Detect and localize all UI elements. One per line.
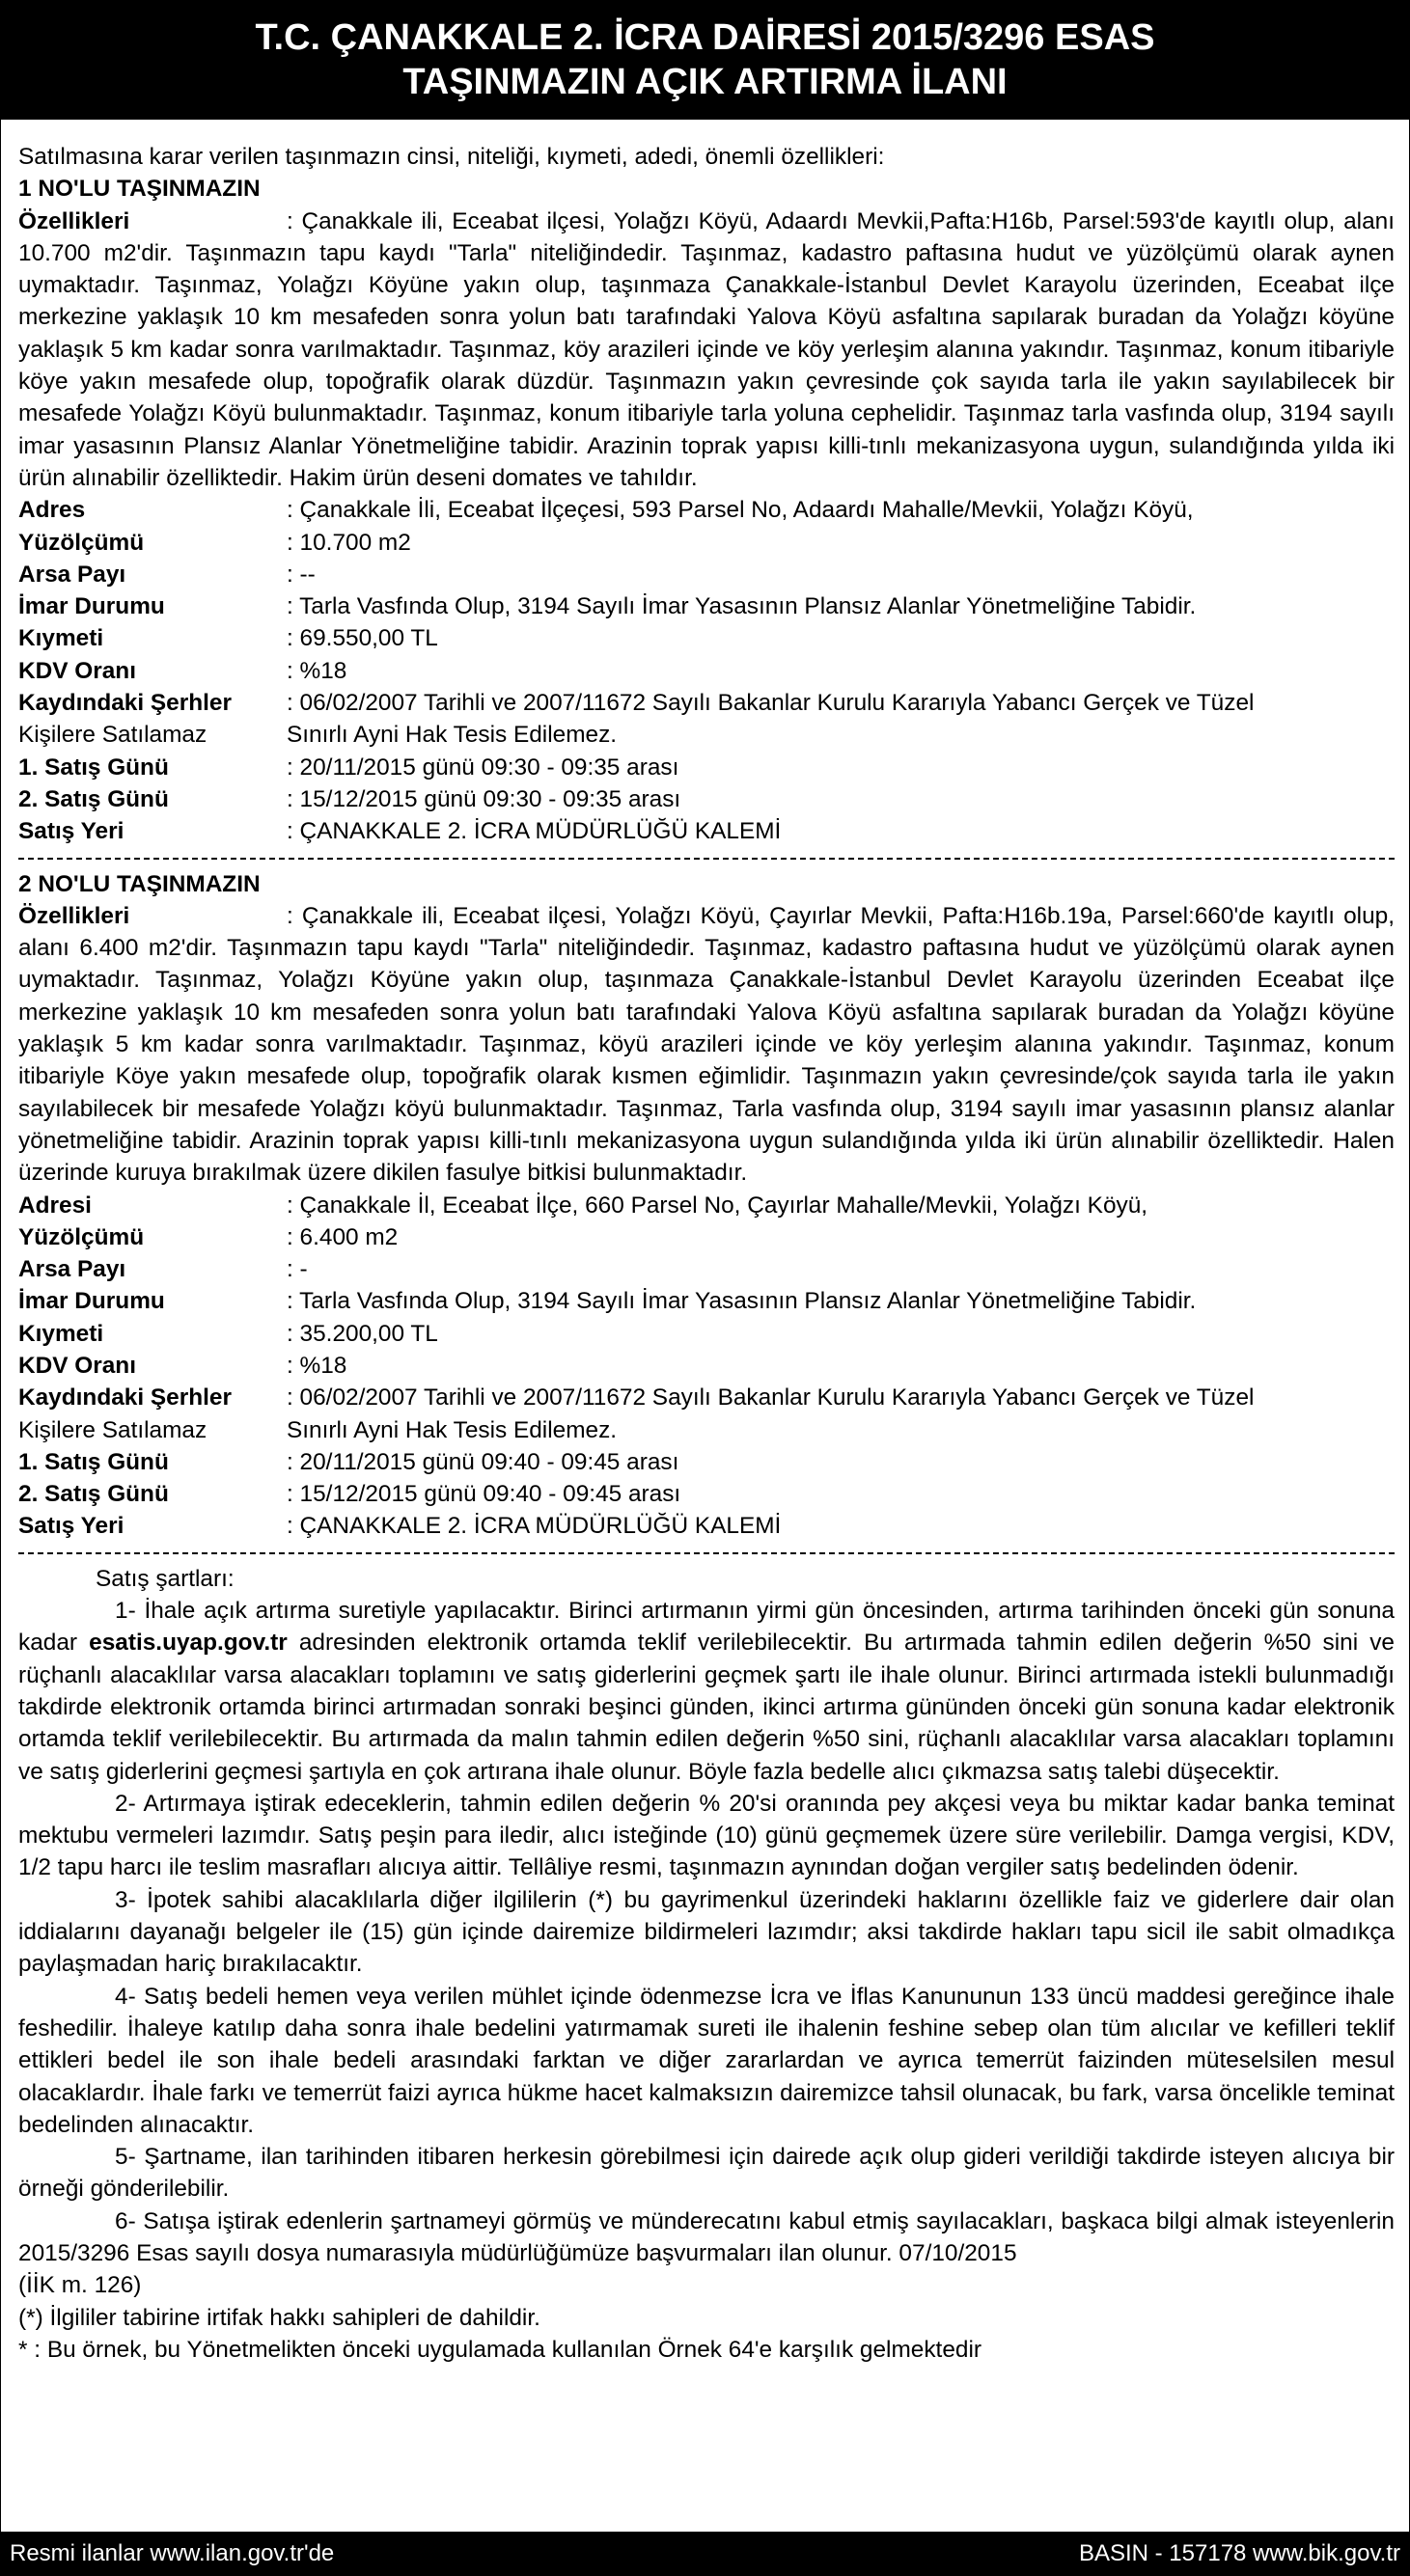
field-label: Yüzölçümü: [18, 529, 145, 556]
property2-heading: 2 NO'LU TAŞINMAZIN: [18, 870, 261, 897]
field-label: Satış Yeri: [18, 1513, 124, 1540]
dashed-separator: [18, 1552, 1395, 1554]
property2-field-sale-place: [18, 1510, 1395, 1542]
property1-field-zoning: [18, 590, 1395, 622]
field-label: İmar Durumu: [18, 1288, 165, 1315]
condition-1: [18, 1595, 1395, 1788]
condition-1-text: 1- İhale açık artırma suretiyle yapılacaktır. Birinci artırmanın yirmi gün öncesinden, artırma tarihinden önceki gün sonuna kadar: [18, 1598, 1395, 1657]
property2-field-share: [18, 1253, 1395, 1285]
field-value: : ÇANAKKALE 2. İCRA MÜDÜRLÜĞÜ KALEMİ: [287, 818, 782, 845]
property2-field-sale-day1: [18, 1446, 1395, 1478]
field-value: : 69.550,00 TL: [287, 625, 438, 652]
field-value: Sınırlı Ayni Hak Tesis Edilemez.: [287, 722, 618, 749]
property1-heading: 1 NO'LU TAŞINMAZIN: [18, 176, 261, 203]
property1-features-label: Özellikleri: [18, 207, 130, 234]
field-label: Adres: [18, 497, 86, 524]
property2-field-value: [18, 1318, 1395, 1350]
property2-field-sale-day2: [18, 1478, 1395, 1510]
field-value: : %18: [287, 1352, 347, 1379]
property2-field-area: [18, 1221, 1395, 1253]
field-value: : 35.200,00 TL: [287, 1320, 438, 1347]
intro-text: Satılmasına karar verilen taşınmazın cinsi, niteliği, kıymeti, adedi, önemli özellikleri:: [18, 144, 885, 170]
property1-field-sale-place: [18, 815, 1395, 847]
field-value: : Tarla Vasfında Olup, 3194 Sayılı İmar Yasasının Plansız Alanlar Yönetmeliğine Tabidir.: [287, 1288, 1197, 1315]
condition-5: 5- Şartname, ilan tarihinden itibaren herkesin görebilmesi için dairede açık olup gideri verildiği takdirde isteyen alıcıya bir örneği gönderilebilir.: [18, 2144, 1395, 2203]
condition-3: 3- İpotek sahibi alacaklılarla diğer ilgililerin (*) bu gayrimenkul üzerindeki haklarını özellikle faiz ve giderlere dair olan iddialarını dayanağı belgeler ile (15) gün içinde dairemize bildirmeleri lazımdır; aksi takdirde hakları tapu sicil ile sabit olmadıkça paylaşmadan hariç bırakılacaktır.: [18, 1886, 1395, 1978]
field-label: 1. Satış Günü: [18, 1448, 169, 1475]
field-label: Yüzölçümü: [18, 1223, 145, 1250]
field-label: Kaydındaki Şerhler: [18, 1384, 232, 1411]
field-value: : ÇANAKKALE 2. İCRA MÜDÜRLÜĞÜ KALEMİ: [287, 1513, 782, 1540]
field-value: : -: [287, 1256, 308, 1283]
field-label: KDV Oranı: [18, 1352, 136, 1379]
footnote-1: (*) İlgililer tabirine irtifak hakkı sahipleri de dahildir.: [18, 2304, 540, 2331]
field-label: KDV Oranı: [18, 657, 136, 684]
property1-field-annotations: [18, 687, 1395, 719]
law-reference: (İİK m. 126): [18, 2272, 142, 2299]
field-value: : 20/11/2015 günü 09:30 - 09:35 arası: [287, 754, 679, 781]
condition-4: 4- Satış bedeli hemen veya verilen mühlet içinde ödenmezse İcra ve İflas Kanununun 133 üncü maddesi gereğince ihale feshedilir. İhaleye katılıp daha sonra ihale bedelini yatırmamak sureti ile ihalenin feshine sebep olan tüm alıcılar ve kefilleri teklif ettikleri bedel ile son ihale bedeli arasındaki farktan ve diğer zararlardan ve ayrıca temerrüt faizinden müteselsilen mesul olacaklardır. İhale farkı ve temerrüt faizi ayrıca hükme hacet kalmaksızın dairemizce tahsil olunacak, bu fark, varsa öncelikle teminat bedelinden alınacaktır.: [18, 1983, 1395, 2138]
field-label: 1. Satış Günü: [18, 754, 169, 781]
field-value: : 10.700 m2: [287, 529, 411, 556]
property1-field-area: [18, 527, 1395, 559]
condition-2: 2- Artırmaya iştirak edeceklerin, tahmin edilen değerin % 20'si oranında pey akçesi veya bu miktar kadar banka teminat mektubu vermeleri lazımdır. Satış peşin para iledir, alıcı isteğinde (10) günü geçmemek üzere süre verilebilir. Damga vergisi, KDV, 1/2 tapu harcı ile teslim masrafları alıcıya aittir. Tellâliye resmi, taşınmazın aynından doğan vergiler satış bedelinden ödenir.: [18, 1790, 1395, 1881]
property1-field-address: [18, 494, 1395, 526]
esatis-link[interactable]: esatis.uyap.gov.tr: [89, 1630, 288, 1657]
notice-footer: [0, 2532, 1410, 2576]
field-label: Kaydındaki Şerhler: [18, 690, 232, 717]
property2-field-vat: [18, 1350, 1395, 1382]
footnote-2: * : Bu örnek, bu Yönetmelikten önceki uygulamada kullanılan Örnek 64'e karşılık gelmektedir: [18, 2336, 981, 2363]
field-value: : %18: [287, 657, 347, 684]
field-label: Kişilere Satılamaz: [18, 722, 207, 749]
notice-title-line1: T.C. ÇANAKKALE 2. İCRA DAİRESİ 2015/3296 ESAS: [255, 17, 1155, 58]
field-label: Adresi: [18, 1192, 92, 1219]
field-value: : Çanakkale İl, Eceabat İlçe, 660 Parsel No, Çayırlar Mahalle/Mevkii, Yolağzı Köyü,: [287, 1192, 1148, 1219]
field-value: : 06/02/2007 Tarihli ve 2007/11672 Sayılı Bakanlar Kurulu Kararıyla Yabancı Gerçek ve Tüzel: [287, 1384, 1255, 1411]
field-value: : 20/11/2015 günü 09:40 - 09:45 arası: [287, 1448, 679, 1475]
field-label: Kişilere Satılamaz: [18, 1416, 207, 1443]
footer-right-link[interactable]: BASIN - 157178 www.bik.gov.tr: [1078, 2540, 1400, 2566]
property2-features: [18, 900, 1395, 1190]
field-label: Kıymeti: [18, 1320, 104, 1347]
footer-left-link[interactable]: Resmi ilanlar www.ilan.gov.tr'de: [10, 2540, 335, 2566]
notice-body: [18, 141, 1395, 2366]
property1-field-sale-day2: [18, 783, 1395, 815]
field-label: Satış Yeri: [18, 818, 124, 845]
field-label: 2. Satış Günü: [18, 785, 169, 812]
property1-field-value: [18, 622, 1395, 654]
field-label: Kıymeti: [18, 625, 104, 652]
dashed-separator: [18, 858, 1395, 860]
property1-features: [18, 206, 1395, 495]
field-value: Sınırlı Ayni Hak Tesis Edilemez.: [287, 1416, 618, 1443]
field-label: Arsa Payı: [18, 1256, 126, 1283]
condition-6: 6- Satışa iştirak edenlerin şartnameyi görmüş ve münderecatını kabul etmiş sayılacakları, başkaca bilgi almak isteyenlerin 2015/3296 Esas sayılı dosya numarasıyla müdürlüğümüze başvurmaları ilan olunur. 07/10/2015: [18, 2207, 1395, 2266]
notice-title-line2: TAŞINMAZIN AÇIK ARTIRMA İLANI: [402, 62, 1008, 102]
property2-field-zoning: [18, 1285, 1395, 1317]
condition-1-text-cont: adresinden elektronik ortamda teklif verilebilecektir. Bu artırmada tahmin edilen değerin %50 sini ve rüçhanlı alacaklılar varsa alacakları toplamını ve satış giderlerini geçmek şartı ile ihale olunur. Birinci artırmada istekli bulunmadığı takdirde elektronik ortamda birinci artırmadan sonraki beşinci günden, ikinci artırma gününden önceki gün sonuna kadar elektronik ortamda teklif verilebilecektir. Bu artırmada da malın tahmin edilen değerin %50 sini, rüçhanlı alacaklılar varsa alacakları toplamını ve satış giderlerini geçmesi şartıyla en çok artırana ihale olunur. Böyle fazla bedelle alıcı çıkmazsa satış talebi düşecektir.: [18, 1630, 1395, 1785]
property2-features-text: : Çanakkale ili, Eceabat ilçesi, Yolağzı Köyü, Çayırlar Mevkii, Pafta:H16b.19a, Parsel:660'de kayıtlı olup, alanı 6.400 m2'dir. Taşınmazın tapu kaydı "Tarla" niteliğindedir. Taşınmaz, kadastro paftasına hudut ve yüzölçümü olarak aynen uymaktadır. Taşınmaz, Yolağzı Köyüne yakın olup, taşınmaza Çanakkale-İstanbul Devlet Karayolu üzerinden Eceabat ilçe merkezine yaklaşık 10 km mesafeden sonra yolun batı tarafındaki Yalova Köyü asfaltına sapılarak buradan da Yolağzı köyüne yaklaşık 5 km kadar sonra varılmaktadır. Taşınmaz, köyü arazileri içinde ve köy yerleşim alanına yakındır. Taşınmaz, konum itibariyle Köye yakın mesafede olup, topoğrafik olarak kısmen eğimlidir. Taşınmazın yakın çevresinde/çok sayıda tarla ile yakın sayılabilecek bir mesafede Yolağzı köyü bulunmaktadır. Taşınmaz, Tarla vasfında olup, 3194 sayılı imar yasasının plansız alanlar yönetmeliğine tabidir. Arazinin toprak yapısı killi-tınlı mekanizasyona uygun sulandığında yılda iki ürün alınabilir özelliktedir. Halen üzerinde kuruya bırakılmak üzere dikilen fasulye bitkisi bulunmaktadır.: [18, 902, 1395, 1187]
field-value: : 15/12/2015 günü 09:40 - 09:45 arası: [287, 1481, 681, 1508]
field-value: : Çanakkale İli, Eceabat İlçeçesi, 593 Parsel No, Adaardı Mahalle/Mevkii, Yolağzı Köyü,: [287, 497, 1194, 524]
property2-field-address: [18, 1190, 1395, 1221]
field-value: : Tarla Vasfında Olup, 3194 Sayılı İmar Yasasının Plansız Alanlar Yönetmeliğine Tabidir.: [287, 593, 1197, 620]
property2-field-annotations-cont: [18, 1414, 1395, 1446]
conditions-heading: Satış şartları:: [96, 1565, 235, 1592]
field-value: : 06/02/2007 Tarihli ve 2007/11672 Sayılı Bakanlar Kurulu Kararıyla Yabancı Gerçek ve Tüzel: [287, 690, 1255, 717]
property2-field-annotations: [18, 1382, 1395, 1413]
field-label: Arsa Payı: [18, 561, 126, 588]
field-value: : 6.400 m2: [287, 1223, 399, 1250]
field-label: İmar Durumu: [18, 593, 165, 620]
field-label: 2. Satış Günü: [18, 1481, 169, 1508]
notice-header: [0, 0, 1410, 120]
property2-features-label: Özellikleri: [18, 902, 130, 929]
field-value: : --: [287, 561, 316, 588]
property1-field-share: [18, 559, 1395, 590]
property1-field-vat: [18, 655, 1395, 687]
property1-field-sale-day1: [18, 752, 1395, 783]
field-value: : 15/12/2015 günü 09:30 - 09:35 arası: [287, 785, 681, 812]
property1-features-text: : Çanakkale ili, Eceabat ilçesi, Yolağzı Köyü, Adaardı Mevkii,Pafta:H16b, Parsel:593'de kayıtlı olup, alanı 10.700 m2'dir. Taşınmazın tapu kaydı "Tarla" niteliğindedir. Taşınmaz, kadastro paftasına hudut ve yüzölçümü olarak aynen uymaktadır. Taşınmaz, Yolağzı Köyüne yakın olup, taşınmaza Çanakkale-İstanbul Devlet Karayolu üzerinden, Eceabat ilçe merkezine yaklaşık 10 km mesafeden sonra yolun batı tarafındaki Yalova Köyü asfaltına sapılarak buradan da Yolağzı köyüne yaklaşık 5 km kadar sonra varılmaktadır. Taşınmaz, köy arazileri içinde ve köy yerleşim alanına yakındır. Taşınmaz, konum itibariyle köye yakın mesafede olup, topoğrafik olarak düzdür. Taşınmazın yakın çevresinde çok sayıda tarla ile yakın sayılabilecek bir mesafede Yolağzı Köyü bulunmaktadır. Taşınmaz, konum itibariyle tarla yoluna cephelidir. Taşınmaz tarla vasfında olup, 3194 sayılı imar yasasının Plansız Alanlar Yönetmeliğine tabidir. Arazinin toprak yapısı killi-tınlı mekanizasyona uygun, sulandığında yılda iki ürün alınabilir özelliktedir. Hakim ürün deseni domates ve tahıldır.: [18, 207, 1395, 491]
property1-field-annotations-cont: [18, 719, 1395, 751]
